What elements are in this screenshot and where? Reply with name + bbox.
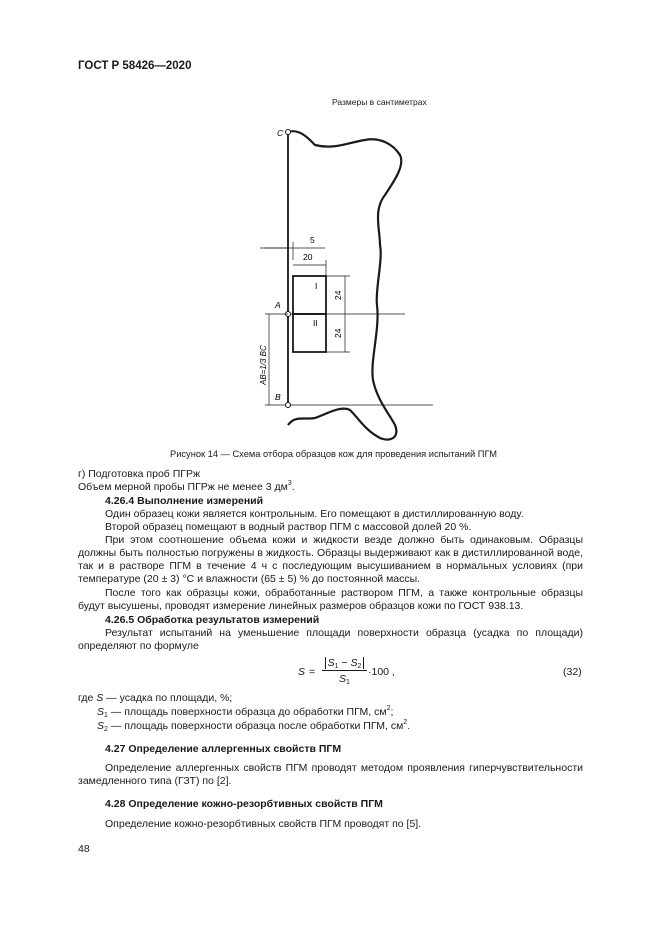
dim-24-top-label: 24 (333, 290, 343, 300)
label-a: A (275, 300, 281, 310)
page-number: 48 (78, 843, 90, 855)
s4264-p4: После того как образцы кожи, обработанные раствором ПГМ, а также контрольные образцы будут высушены, проводят измерение линейных размеров образцов кожи по ГОСТ 938.13. (78, 587, 583, 612)
label-b: B (275, 392, 281, 402)
formula-number: (32) (563, 666, 582, 678)
document-header: ГОСТ Р 58426—2020 (78, 60, 192, 72)
sample-1-rect (293, 276, 326, 314)
section-4265-title: 4.26.5 Обработка результатов измерений (105, 614, 320, 626)
dimensions-note: Размеры в сантиметрах (332, 97, 427, 107)
where-s: где S — усадка по площади, %; (78, 692, 233, 704)
s4265-p1: Результат испытаний на уменьшение площади поверхности образца (усадка по площади) определяют по формуле (78, 627, 583, 652)
dim-5-label: 5 (310, 235, 315, 245)
s427-paragraph: Определение аллергенных свойств ПГМ проводят методом проявления гиперчувствительности замедленного типа (ГЗТ) по [2]. (78, 762, 583, 787)
g-title: г) Подготовка проб ПГРж (78, 468, 200, 480)
section-428-title: 4.28 Определение кожно-резорбтивных свойств ПГМ (105, 798, 383, 810)
dim-24-bottom-label: 24 (333, 328, 343, 338)
section-427-title: 4.27 Определение аллергенных свойств ПГМ (105, 743, 342, 755)
section-4264-title: 4.26.4 Выполнение измерений (105, 495, 264, 507)
point-c (286, 130, 291, 135)
sample-2-label: II (313, 318, 318, 328)
s428-paragraph: Определение кожно-резорбтивных свойств ПГМ проводят по [5]. (105, 818, 422, 830)
sampling-scheme-figure (255, 120, 445, 445)
where-s1: $S_1$ — площадь поверхности образца до обработки ПГМ, $см^2$; (97, 705, 394, 719)
s4264-p3: При этом соотношение объема кожи и жидкости везде должно быть одинаковым. Образцы должны быть полностью погружены в жидкость. Образцы выдерживают как в дистиллированной воде, так и в растворе ПГМ в течение 4 ч с последующим высушиванием в нормальных условиях (при температуре (20 ± 3) °С и влажности (65 ± 5) % до постоянной массы. (78, 534, 583, 585)
figure-caption: Рисунок 14 — Схема отбора образцов кож для проведения испытаний ПГМ (170, 449, 498, 459)
s4264-p1: Один образец кожи является контрольным. Его помещают в дистиллированную воду. (105, 508, 524, 520)
sample-2-rect (293, 314, 326, 352)
s4264-p2: Второй образец помещают в водный раствор ПГМ с массовой долей 20 %. (105, 521, 472, 533)
sample-1-label: I (315, 281, 318, 291)
dim-ab-label: AB=1/3 BC (259, 345, 268, 385)
label-c: C (277, 128, 284, 138)
formula-32: S = $S_1 - S_2$ $S_1$ ·100 , (298, 657, 395, 686)
g-volume: Объем мерной пробы ПГРж не менее 3 $дм^3$. (78, 480, 295, 493)
where-s2: $S_2$ — площадь поверхности образца после обработки ПГМ, $см^2$. (97, 719, 411, 733)
point-b (286, 403, 291, 408)
dim-20-label: 20 (303, 252, 313, 262)
